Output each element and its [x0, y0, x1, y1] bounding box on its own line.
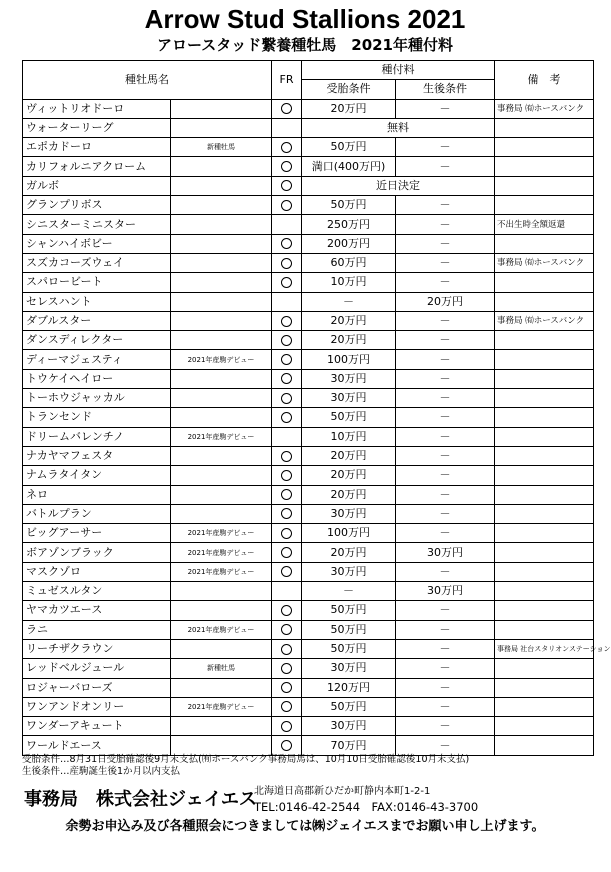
remarks: 事務局 ㈲ホースバンク [495, 253, 594, 272]
office-address: 北海道日高郡新ひだか町静内本町1-2-1 [254, 786, 431, 797]
stallion-name: ヴィットリオドーロ [23, 99, 171, 118]
fee-pregnancy: 60万円 [302, 253, 396, 272]
fr-cell [272, 446, 302, 465]
fr-cell [272, 196, 302, 215]
stallion-note: 新種牡馬 [171, 659, 272, 678]
stallion-name: グランプリボス [23, 196, 171, 215]
fee-pregnancy: 20万円 [302, 99, 396, 118]
fr-cell [272, 736, 302, 755]
fr-circle-icon [281, 103, 292, 114]
stallion-name: シャンハイボビー [23, 234, 171, 253]
fee-pregnancy: 50万円 [302, 408, 396, 427]
remarks [495, 157, 594, 176]
table-row [23, 176, 594, 195]
fr-circle-icon [281, 335, 292, 346]
table-row [23, 504, 594, 523]
table-row [23, 331, 594, 350]
footnote-after-birth-condition: 生後条件…産駒誕生後1か月以内支払 [22, 766, 181, 777]
fee-pregnancy: 30万円 [302, 659, 396, 678]
stallion-note [171, 311, 272, 330]
stallion-name: ダブルスター [23, 311, 171, 330]
stallion-note: 新種牡馬 [171, 138, 272, 157]
stallion-note [171, 678, 272, 697]
remarks [495, 678, 594, 697]
fr-cell [272, 176, 302, 195]
remarks [495, 717, 594, 736]
fr-circle-icon [281, 142, 292, 153]
stallion-name: エポカドーロ [23, 138, 171, 157]
fee-pregnancy: 100万円 [302, 350, 396, 369]
fr-cell [272, 504, 302, 523]
stallion-note: 2021年産駒デビュー [171, 543, 272, 562]
fee-pregnancy: 120万円 [302, 678, 396, 697]
fr-cell [272, 369, 302, 388]
stallion-name: カリフォルニアクローム [23, 157, 171, 176]
table-row [23, 292, 594, 311]
stallion-note [171, 118, 272, 137]
fr-cell [272, 601, 302, 620]
remarks [495, 562, 594, 581]
closing-message: 余勢お申込み及び各種照会につきましては㈱ジェイエスまでお願い申し上げます。 [65, 819, 545, 834]
fee-pregnancy: 30万円 [302, 369, 396, 388]
stud-fee-table [22, 60, 611, 756]
stallion-name: シニスターミニスター [23, 215, 171, 234]
fr-cell [272, 138, 302, 157]
fee-after-birth: － [396, 273, 495, 292]
remarks [495, 234, 594, 253]
table-row [23, 543, 594, 562]
fr-circle-icon [281, 412, 292, 423]
fee-after-birth: － [396, 639, 495, 658]
fr-circle-icon [281, 238, 292, 249]
fr-circle-icon [281, 682, 292, 693]
table-row [23, 659, 594, 678]
stallion-name: トーホウジャッカル [23, 389, 171, 408]
stallion-name: ワンダーアキュート [23, 717, 171, 736]
remarks [495, 331, 594, 350]
office-tel-fax: TEL:0146-42-2544 FAX:0146-43-3700 [254, 800, 479, 814]
stallion-name: スズカコーズウェイ [23, 253, 171, 272]
remarks [495, 389, 594, 408]
stallion-name: ミュゼスルタン [23, 582, 171, 601]
remarks [495, 485, 594, 504]
stallion-note [171, 292, 272, 311]
stallion-name: リーチザクラウン [23, 639, 171, 658]
stallion-name: ワールドエース [23, 736, 171, 755]
table-row [23, 620, 594, 639]
fee-pregnancy: － [302, 292, 396, 311]
table-row [23, 369, 594, 388]
fr-circle-icon [281, 644, 292, 655]
fr-cell [272, 157, 302, 176]
stallion-name: バトルプラン [23, 504, 171, 523]
fr-cell [272, 331, 302, 350]
table-row [23, 99, 594, 118]
stallion-note: 2021年産駒デビュー [171, 697, 272, 716]
document-subtitle: アロースタッド繋養種牡馬 2021年種付料 [157, 36, 453, 54]
remarks [495, 350, 594, 369]
table-row [23, 273, 594, 292]
fee-after-birth: － [396, 234, 495, 253]
fr-cell [272, 408, 302, 427]
stallion-note [171, 157, 272, 176]
table-row [23, 408, 594, 427]
fee-after-birth: 20万円 [396, 292, 495, 311]
stallion-name: ディーマジェスティ [23, 350, 171, 369]
fr-cell [272, 543, 302, 562]
table-row [23, 678, 594, 697]
stallion-note [171, 485, 272, 504]
stallion-note [171, 639, 272, 658]
fee-pregnancy: 50万円 [302, 697, 396, 716]
remarks [495, 524, 594, 543]
stallion-note [171, 504, 272, 523]
table-row [23, 485, 594, 504]
fee-after-birth: － [396, 427, 495, 446]
fee-after-birth: － [396, 389, 495, 408]
fr-circle-icon [281, 701, 292, 712]
fee-after-birth: － [396, 485, 495, 504]
fee-pregnancy: 10万円 [302, 427, 396, 446]
fee-after-birth: － [396, 253, 495, 272]
remarks [495, 697, 594, 716]
fr-cell [272, 582, 302, 601]
fee-after-birth: － [396, 562, 495, 581]
fee-pregnancy: 20万円 [302, 331, 396, 350]
fr-circle-icon [281, 528, 292, 539]
stallion-note [171, 176, 272, 195]
fr-cell [272, 639, 302, 658]
remarks: 事務局 ㈲ホースバンク [495, 99, 594, 118]
stallion-note [171, 331, 272, 350]
fr-circle-icon [281, 547, 292, 558]
fr-cell [272, 389, 302, 408]
fee-pregnancy: 50万円 [302, 620, 396, 639]
fee-pregnancy: 20万円 [302, 446, 396, 465]
fr-cell [272, 717, 302, 736]
fr-cell [272, 311, 302, 330]
fee-after-birth: － [396, 331, 495, 350]
fr-circle-icon [281, 180, 292, 191]
stallion-note [171, 234, 272, 253]
fee-after-birth: － [396, 620, 495, 639]
table-row [23, 736, 594, 755]
fr-circle-icon [281, 605, 292, 616]
stallion-name: ダンスディレクター [23, 331, 171, 350]
remarks [495, 196, 594, 215]
remarks [495, 620, 594, 639]
fr-cell [272, 466, 302, 485]
remarks [495, 446, 594, 465]
fr-circle-icon [281, 740, 292, 751]
stallion-note [171, 196, 272, 215]
fee-after-birth: － [396, 196, 495, 215]
stallion-name: ウォーターリーグ [23, 118, 171, 137]
stallion-name: ラニ [23, 620, 171, 639]
fr-circle-icon [281, 354, 292, 365]
fr-circle-icon [281, 161, 292, 172]
stallion-name: ビッグアーサー [23, 524, 171, 543]
stallion-note: 2021年産駒デビュー [171, 620, 272, 639]
remarks [495, 176, 594, 195]
fee-pregnancy: 30万円 [302, 389, 396, 408]
fee-after-birth: － [396, 678, 495, 697]
table-row [23, 215, 594, 234]
stallion-name: ボアゾンブラック [23, 543, 171, 562]
fr-cell [272, 292, 302, 311]
header-stallion-name: 種牡馬名 [23, 61, 272, 100]
fee-pregnancy: 100万円 [302, 524, 396, 543]
header-fee-pregnancy: 受胎条件 [302, 80, 396, 99]
table-row [23, 196, 594, 215]
remarks [495, 138, 594, 157]
fr-cell [272, 234, 302, 253]
table-row [23, 562, 594, 581]
fr-cell [272, 99, 302, 118]
table-row [23, 582, 594, 601]
fee-pregnancy: 50万円 [302, 639, 396, 658]
fr-cell [272, 678, 302, 697]
table-row [23, 234, 594, 253]
fee-after-birth: － [396, 717, 495, 736]
fee-after-birth: － [396, 466, 495, 485]
stallion-name: トウケイヘイロー [23, 369, 171, 388]
stallion-name: ドリームバレンチノ [23, 427, 171, 446]
fr-circle-icon [281, 489, 292, 500]
fee-pregnancy: 50万円 [302, 601, 396, 620]
stallion-name: ガルボ [23, 176, 171, 195]
stallion-note [171, 446, 272, 465]
fr-cell [272, 118, 302, 137]
fr-circle-icon [281, 721, 292, 732]
remarks [495, 543, 594, 562]
fr-circle-icon [281, 663, 292, 674]
fee-after-birth: － [396, 157, 495, 176]
stallion-note [171, 215, 272, 234]
fee-pregnancy: 200万円 [302, 234, 396, 253]
fee-after-birth: － [396, 601, 495, 620]
fee-pregnancy: 10万円 [302, 273, 396, 292]
footnote-pregnancy-condition: 受胎条件…8月31日受胎確認後9月末支払(㈲ホースバンク事務局馬は、10月10日受胎確認後10月末支払) [22, 754, 470, 765]
fr-cell [272, 253, 302, 272]
remarks: 不出生時全額返還 [495, 215, 594, 234]
fr-cell [272, 620, 302, 639]
table-row [23, 389, 594, 408]
fr-circle-icon [281, 393, 292, 404]
fr-circle-icon [281, 316, 292, 327]
fee-after-birth: － [396, 215, 495, 234]
stallion-note [171, 389, 272, 408]
header-fee: 種付料 [302, 61, 495, 80]
header-remarks: 備 考 [495, 61, 594, 100]
fr-cell [272, 697, 302, 716]
fee-pregnancy: 20万円 [302, 485, 396, 504]
stallion-name: トランセンド [23, 408, 171, 427]
stallion-name: ヤマカツエース [23, 601, 171, 620]
remarks [495, 408, 594, 427]
fr-cell [272, 350, 302, 369]
fee-pregnancy: － [302, 582, 396, 601]
table-row [23, 157, 594, 176]
fr-cell [272, 427, 302, 446]
table-row [23, 639, 594, 658]
stallion-name: ナムラタイタン [23, 466, 171, 485]
fee-pregnancy: 20万円 [302, 311, 396, 330]
stallion-note: 2021年産駒デビュー [171, 562, 272, 581]
fee-after-birth: 30万円 [396, 582, 495, 601]
stallion-note [171, 253, 272, 272]
fr-cell [272, 215, 302, 234]
fee-after-birth: － [396, 408, 495, 427]
fee-after-birth: － [396, 138, 495, 157]
table-row [23, 601, 594, 620]
fee-pregnancy: 30万円 [302, 562, 396, 581]
fr-circle-icon [281, 624, 292, 635]
table-row [23, 697, 594, 716]
office-name: 事務局 株式会社ジェイエス [24, 789, 257, 810]
fr-cell [272, 485, 302, 504]
table-row [23, 446, 594, 465]
table-row [23, 717, 594, 736]
fr-circle-icon [281, 373, 292, 384]
remarks: 事務局 ㈲ホースバンク [495, 311, 594, 330]
stallion-note: 2021年産駒デビュー [171, 427, 272, 446]
fr-circle-icon [281, 470, 292, 481]
fee-pregnancy: 50万円 [302, 196, 396, 215]
remarks [495, 427, 594, 446]
fee-after-birth: 30万円 [396, 543, 495, 562]
stud-fee-rows [23, 99, 611, 755]
fr-circle-icon [281, 277, 292, 288]
table-row [23, 350, 594, 369]
table-row [23, 138, 594, 157]
stallion-name: ワンアンドオンリー [23, 697, 171, 716]
stallion-note: 2021年産駒デビュー [171, 350, 272, 369]
fr-cell [272, 659, 302, 678]
fee-pregnancy: 30万円 [302, 504, 396, 523]
fee-combined: 無料 [302, 118, 495, 137]
stallion-name: ロジャーバローズ [23, 678, 171, 697]
table-row [23, 253, 594, 272]
fee-pregnancy: 20万円 [302, 543, 396, 562]
remarks [495, 601, 594, 620]
stallion-note [171, 369, 272, 388]
fee-after-birth: － [396, 311, 495, 330]
fee-pregnancy: 70万円 [302, 736, 396, 755]
stallion-note [171, 582, 272, 601]
fee-combined: 近日決定 [302, 176, 495, 195]
fr-cell [272, 524, 302, 543]
header-fee-after-birth: 生後条件 [396, 80, 495, 99]
fee-pregnancy: 30万円 [302, 717, 396, 736]
stallion-note [171, 99, 272, 118]
stallion-note [171, 466, 272, 485]
stallion-note: 2021年産駒デビュー [171, 524, 272, 543]
fee-after-birth: － [396, 504, 495, 523]
fee-after-birth: － [396, 350, 495, 369]
fee-pregnancy: 50万円 [302, 138, 396, 157]
table-row [23, 427, 594, 446]
remarks [495, 292, 594, 311]
fee-after-birth: － [396, 659, 495, 678]
fee-pregnancy: 250万円 [302, 215, 396, 234]
remarks [495, 504, 594, 523]
stallion-note [171, 717, 272, 736]
fee-after-birth: － [396, 446, 495, 465]
header-fr: FR [272, 61, 302, 100]
fr-circle-icon [281, 200, 292, 211]
document-title: Arrow Stud Stallions 2021 [144, 4, 466, 34]
table-row [23, 466, 594, 485]
fee-after-birth: － [396, 736, 495, 755]
remarks: 事務局 社台スタリオンステーション [495, 639, 594, 658]
remarks [495, 369, 594, 388]
fr-circle-icon [281, 508, 292, 519]
fr-cell [272, 562, 302, 581]
fr-circle-icon [281, 566, 292, 577]
remarks [495, 736, 594, 755]
stallion-name: ネロ [23, 485, 171, 504]
stallion-name: ナカヤマフェスタ [23, 446, 171, 465]
remarks [495, 466, 594, 485]
fr-circle-icon [281, 258, 292, 269]
stallion-note [171, 736, 272, 755]
fee-after-birth: － [396, 524, 495, 543]
table-row [23, 311, 594, 330]
remarks [495, 273, 594, 292]
stallion-note [171, 408, 272, 427]
remarks [495, 659, 594, 678]
fr-circle-icon [281, 451, 292, 462]
fee-pregnancy: 満口(400万円) [302, 157, 396, 176]
table-row [23, 524, 594, 543]
fee-after-birth: － [396, 697, 495, 716]
fr-cell [272, 273, 302, 292]
table-row [23, 118, 594, 137]
stallion-note [171, 273, 272, 292]
fee-after-birth: － [396, 99, 495, 118]
remarks [495, 582, 594, 601]
stallion-name: スパロービート [23, 273, 171, 292]
fee-after-birth: － [396, 369, 495, 388]
fee-pregnancy: 20万円 [302, 466, 396, 485]
stallion-name: マスクゾロ [23, 562, 171, 581]
remarks [495, 118, 594, 137]
stallion-name: セレスハント [23, 292, 171, 311]
stallion-note [171, 601, 272, 620]
stallion-name: レッドベルジュール [23, 659, 171, 678]
